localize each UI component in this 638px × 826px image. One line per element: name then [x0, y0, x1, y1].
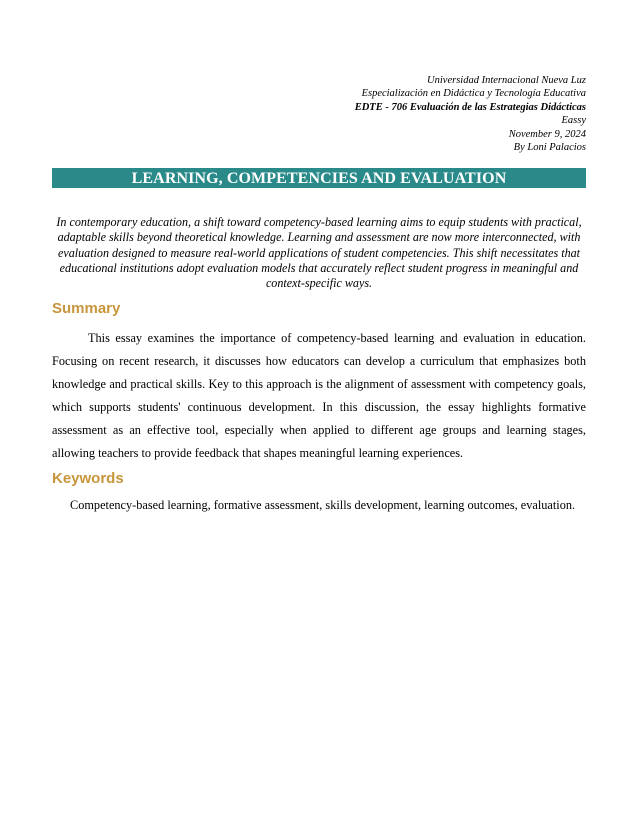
document-header: [355, 74, 586, 154]
program-name: Especialización en Didáctica y Tecnología Educativa: [361, 88, 586, 100]
university-name: Universidad Internacional Nueva Luz: [427, 75, 586, 86]
document-date: November 9, 2024: [508, 128, 586, 140]
course-name: EDTE - 706 Evaluación de las Estrategias Didácticas: [354, 101, 586, 113]
keywords-paragraph: Competency-based learning, formative assessment, skills development, learning outcomes, evaluation.: [70, 498, 576, 512]
summary-paragraph: This essay examines the importance of competency-based learning and evaluation in education. Focusing on recent research, it discusses how educators can develop a curriculum that emphasizes both knowledge and practical skills. Key to this approach is the alignment of assessment with competency goals, which supports students' continuous development. In this discussion, the essay highlights formative assessment as an effective tool, especially when applied to different age groups and learning stages, allowing teachers to provide feedback that shapes meaningful learning experiences.: [52, 331, 586, 460]
document-author: By Loni Palacios: [513, 142, 586, 154]
keywords-heading: Keywords: [52, 470, 124, 487]
abstract-paragraph: In contemporary education, a shift toward competency-based learning aims to equip students with practical, adaptable skills beyond theoretical knowledge. Learning and assessment are now more interconnected, with evaluation designed to measure real-world applications of student competencies. This shift necessitates that educational institutions adopt evaluation models that accurately reflect student progress in meaningful and context-specific ways.: [56, 215, 582, 291]
summary-heading: Summary: [52, 300, 121, 317]
document-title: LEARNING, COMPETENCIES AND EVALUATION: [52, 168, 586, 188]
document-type: Eassy: [561, 115, 586, 127]
